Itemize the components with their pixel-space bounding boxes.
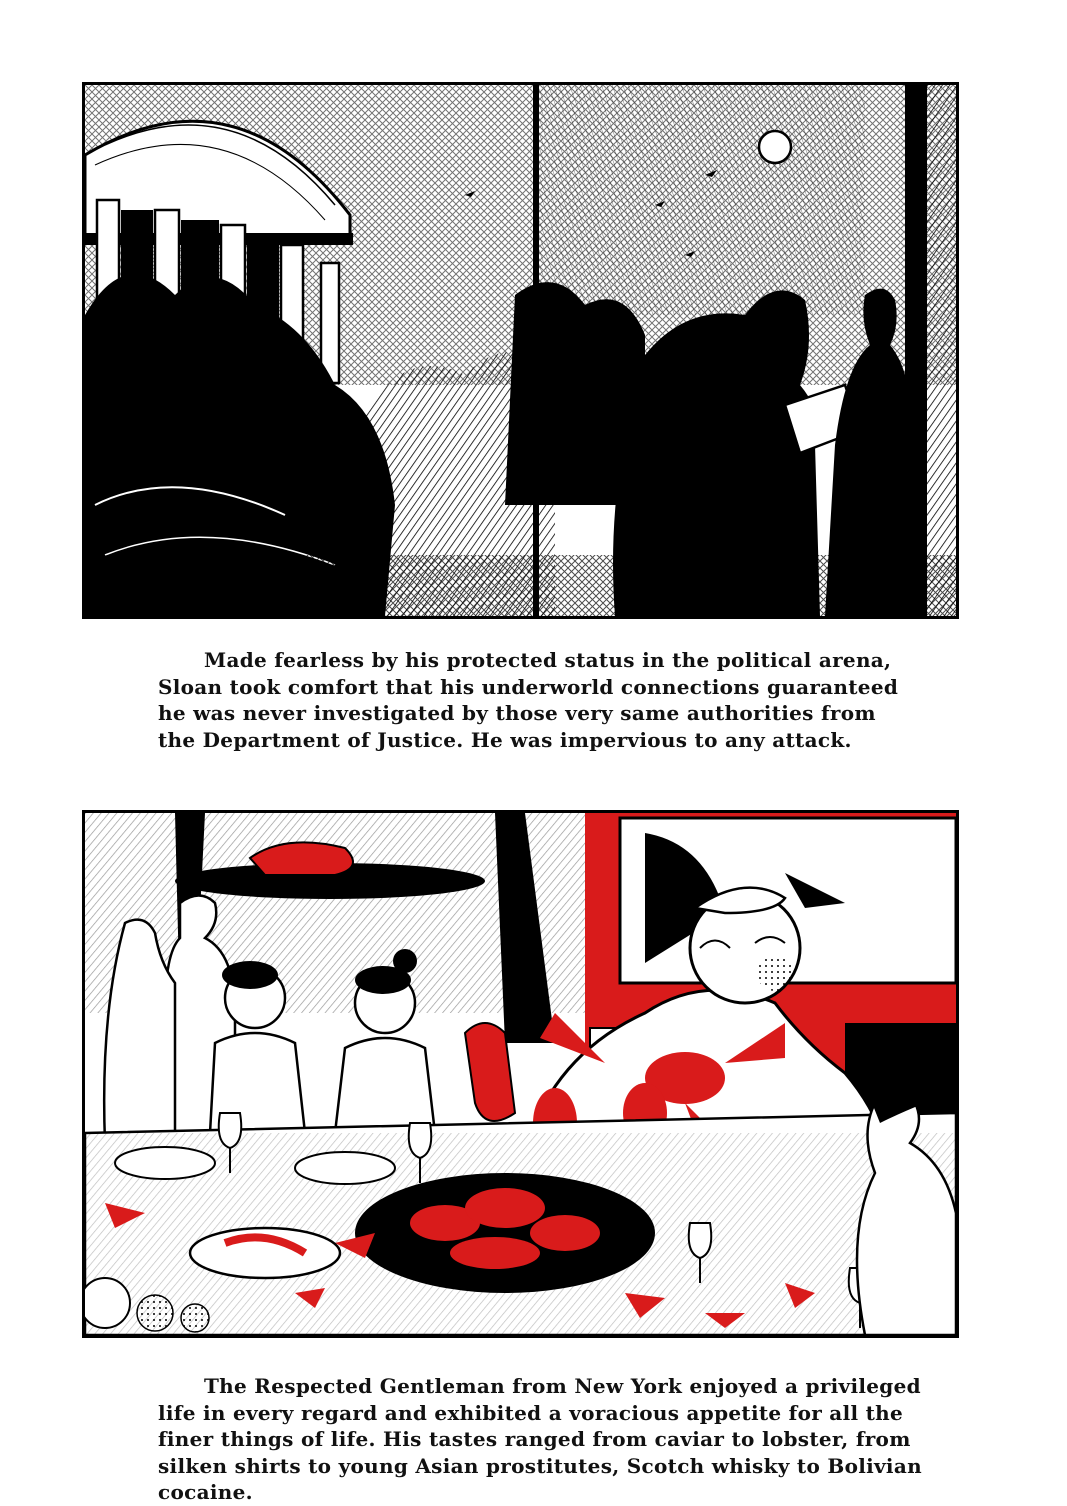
- caption-text-2: [158, 1373, 928, 1506]
- caption-text-1: [158, 647, 918, 753]
- moon-icon: [759, 131, 791, 163]
- caption-2-text: The Respected Gentleman from New York enjoyed a privileged life in every regard and exhibited a voracious appetite for all the finer things of life. His tastes ranged from caviar to lobster, from silken shirts to young Asian prostitutes, Scotch whisky to Bolivian cocaine.: [158, 1374, 922, 1504]
- comic-panel-night-exterior: [82, 82, 959, 619]
- panel-2-illustration: [85, 813, 956, 1335]
- comic-panel-banquet: [82, 810, 959, 1338]
- panel-1-illustration: [85, 85, 956, 616]
- caption-1-text: Made fearless by his protected status in the political arena, Sloan took comfort that his underworld connections guaranteed he was never investigated by those very same authorities from the Department of Justice. He was impervious to any attack.: [158, 648, 899, 752]
